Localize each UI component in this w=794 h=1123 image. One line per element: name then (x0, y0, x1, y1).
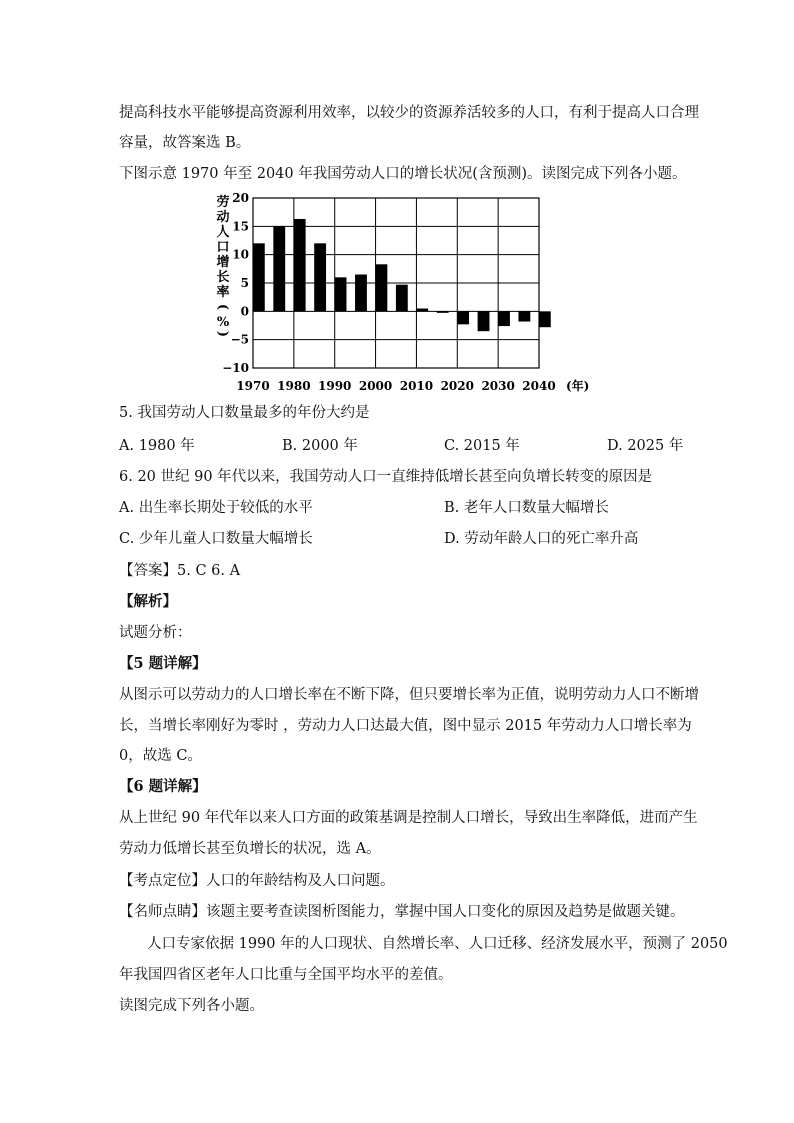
x-tick-label: 2010 (399, 379, 434, 393)
labor-growth-chart (210, 192, 590, 397)
bar (355, 275, 367, 312)
kaodian-line: 【考点定位】人口的年龄结构及人口问题。 (119, 873, 395, 889)
x-axis-unit: (年) (566, 379, 590, 393)
x-tick-label: 2030 (481, 379, 515, 393)
x-tick-label: 2000 (358, 379, 393, 393)
q5-option-a: A. 1980 年 (119, 438, 195, 454)
bar (335, 277, 347, 311)
answer-line: 【答案】5. C 6. A (119, 563, 241, 579)
chart-bars (253, 219, 551, 331)
x-tick-label: 2020 (440, 379, 474, 393)
y-tick-label: 0 (240, 304, 249, 319)
x-tick-label: 1990 (318, 379, 352, 393)
q5-option-b: B. 2000 年 (282, 438, 358, 454)
y-label-char: 口 (216, 240, 230, 255)
q6-detail-line: 从上世纪 90 年代年以来人口方面的政策基调是控制人口增长，导致出生率降低，进而产生 (119, 810, 698, 826)
bar (294, 219, 306, 311)
bar (498, 311, 510, 326)
bar (518, 311, 530, 321)
x-tick-labels (236, 379, 555, 393)
q5-stem: 5. 我国劳动人口数量最多的年份大约是 (119, 405, 370, 421)
x-tick-label: 1970 (236, 379, 270, 393)
bar (416, 309, 428, 312)
q5-detail-heading: 【5 题详解】 (119, 655, 207, 672)
bar (478, 311, 490, 331)
next-question-line: 读图完成下列各小题。 (119, 998, 264, 1014)
y-label-char: 率 (216, 285, 230, 300)
next-question-line: 年我国四省区老年人口比重与全国平均水平的差值。 (119, 967, 453, 983)
next-question-line: 人口专家依据 1990 年的人口现状、自然增长率、人口迁移、经济发展水平，预测了 2050 (147, 936, 728, 952)
analysis-intro: 试题分析： (119, 625, 192, 641)
q5-option-d: D. 2025 年 (607, 438, 684, 454)
x-tick-label: 2040 (522, 379, 556, 393)
mingshi-line: 【名师点睛】该题主要考查读图析图能力，掌握中国人口变化的原因及趋势是做题关键。 (119, 904, 685, 920)
bar (375, 264, 387, 311)
question-intro: 下图示意 1970 年至 2040 年我国劳动人口的增长状况(含预测)。读图完成下列各小题。 (119, 166, 687, 182)
q5-detail-line: 长，当增长率刚好为零时 ，劳动力人口达最大值，图中显示 2015 年劳动力人口增长率为 (119, 718, 692, 734)
q6-detail-heading: 【6 题详解】 (119, 778, 207, 795)
y-tick-label: 20 (232, 192, 249, 205)
y-label-char: 长 (216, 270, 230, 285)
y-label-char: 人 (216, 225, 230, 240)
q5-detail-line: 0，故选 C。 (119, 748, 202, 764)
q6-stem: 6. 20 世纪 90 年代以来，我国劳动人口一直维持低增长甚至向负增长转变的原因是 (119, 469, 653, 485)
y-tick-label: 10 (232, 247, 249, 262)
q5-detail-line: 从图示可以劳动力的人口增长率在不断下降，但只要增长率为正值，说明劳动力人口不断增 (119, 687, 699, 703)
y-label-char: 增 (216, 255, 230, 270)
y-axis-label (215, 194, 230, 337)
analysis-heading: 【解析】 (119, 593, 177, 610)
y-label-char: 劳 (216, 195, 230, 210)
x-tick-label: 1980 (277, 379, 311, 393)
q6-detail-line: 劳动力低增长甚至负增长的状况，选 A。 (119, 841, 381, 857)
y-tick-label: 15 (232, 219, 249, 234)
q6-option-a: A. 出生率长期处于较低的水平 (119, 500, 313, 516)
q5-option-c: C. 2015 年 (444, 438, 520, 454)
paragraph-line: 提高科技水平能够提高资源利用效率，以较少的资源养活较多的人口，有利于提高人口合理 (119, 105, 699, 121)
bar (457, 311, 469, 324)
q6-option-c: C. 少年儿童人口数量大幅增长 (119, 531, 313, 547)
bar (437, 311, 449, 313)
y-tick-label: −5 (230, 332, 249, 347)
y-label-char: 动 (216, 210, 230, 225)
q6-option-b: B. 老年人口数量大幅增长 (444, 500, 609, 516)
y-label-char: ( (215, 303, 230, 311)
bar (539, 311, 551, 327)
bar (396, 285, 408, 312)
bar (273, 226, 285, 311)
y-tick-label: −10 (222, 361, 249, 375)
y-tick-label: 5 (240, 276, 249, 290)
q6-option-d: D. 劳动年龄人口的死亡率升高 (444, 531, 639, 547)
bar (253, 243, 265, 311)
y-label-char: % (216, 315, 230, 330)
paragraph-line: 容量，故答案选 B。 (119, 135, 251, 151)
bar (314, 243, 326, 311)
y-label-char: ) (215, 330, 230, 338)
